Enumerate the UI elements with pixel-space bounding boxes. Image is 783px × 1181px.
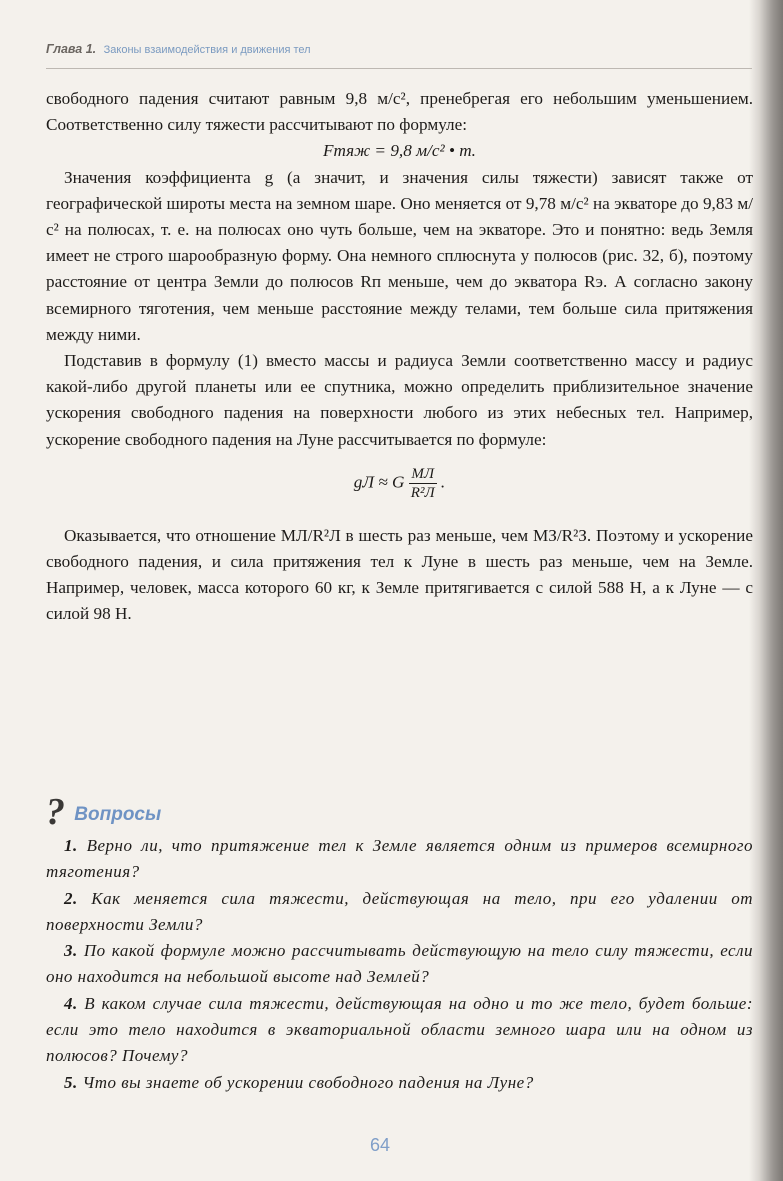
formula-gravity-force: Fтяж = 9,8 м/с² • m. bbox=[323, 141, 476, 161]
paragraph-4: Оказывается, что отношение MЛ/R²Л в шесть раз меньше, чем MЗ/R²З. Поэтому и ускорение свободного падения, и сила притяжения тел к Луне в шесть раз меньше, чем на Земле. Например, человек, масса которого 60 кг, к Земле притягивается с силой 588 Н, а к Луне — с силой 98 Н. bbox=[46, 525, 753, 624]
main-text bbox=[46, 86, 753, 628]
question-item: 1. Верно ли, что притяжение тел к Земле является одним из примеров всемирного тяготения? bbox=[46, 836, 753, 882]
book-spine-shadow bbox=[749, 0, 783, 1181]
questions-list bbox=[46, 833, 753, 1096]
header-rule bbox=[46, 68, 752, 69]
formula-end: . bbox=[440, 472, 446, 492]
question-item: 5. Что вы знаете об ускорении свободного падения на Луне? bbox=[64, 1072, 534, 1092]
paragraph-3: Подставив в формулу (1) вместо массы и радиуса Земли соответственно массу и радиус какой-либо другой планеты или ее спутника, можно определить приблизительное значение ускорения свободного падения на поверхности любого из этих небесных тел. Например, ускорение свободного падения на Луне рассчитывается по формуле: bbox=[46, 351, 753, 449]
formula-moon-acceleration bbox=[46, 453, 753, 523]
question-item: 2. Как меняется сила тяжести, действующая на тело, при его удалении от поверхности Земли? bbox=[46, 888, 754, 934]
formula-fraction bbox=[409, 465, 437, 502]
paragraph-1: свободного падения считают равным 9,8 м/с², пренебрегая его небольшим уменьшением. Соответственно силу тяжести рассчитывают по формуле: bbox=[46, 89, 753, 135]
paragraph-2: Значения коэффициента g (а значит, и значения силы тяжести) зависят также от географической широты места на земном шаре. Оно меняется от 9,78 м/с² на экваторе до 9,83 м/с² на полюсах, т. е. на полюсах оно чуть больше, чем на экваторе. Это и понятно: ведь Земля имеет не строго шарообразную форму. Она немного сплюснута у полюсов (рис. 32, б), поэтому расстояние от центра Земли до полюсов Rп меньше, чем до экватора Rэ. А согласно закону всемирного тяготения, чем меньше расстояние между телами, тем больше сила притяжения между ними. bbox=[46, 167, 753, 344]
page-number: 64 bbox=[369, 1135, 391, 1155]
questions-heading bbox=[46, 790, 161, 834]
formula-left: gЛ ≈ G bbox=[353, 472, 405, 492]
question-mark-icon: ? bbox=[46, 791, 65, 833]
formula-numerator: MЛ bbox=[409, 465, 437, 484]
running-header bbox=[46, 42, 746, 56]
question-item: 3. По какой формуле можно рассчитывать действующую на тело силу тяжести, если оно находится на небольшой высоте над Землей? bbox=[46, 941, 753, 987]
chapter-title: Законы взаимодействия и движения тел bbox=[103, 44, 311, 56]
formula-denominator: R²Л bbox=[410, 484, 435, 501]
questions-title: Вопросы bbox=[74, 804, 162, 825]
chapter-label: Глава 1. bbox=[46, 42, 97, 56]
question-item: 4. В каком случае сила тяжести, действующая на одно и то же тело, будет больше: если это тело находится в экваториальной области земного шара или на одном из полюсов? Почему? bbox=[46, 993, 754, 1066]
